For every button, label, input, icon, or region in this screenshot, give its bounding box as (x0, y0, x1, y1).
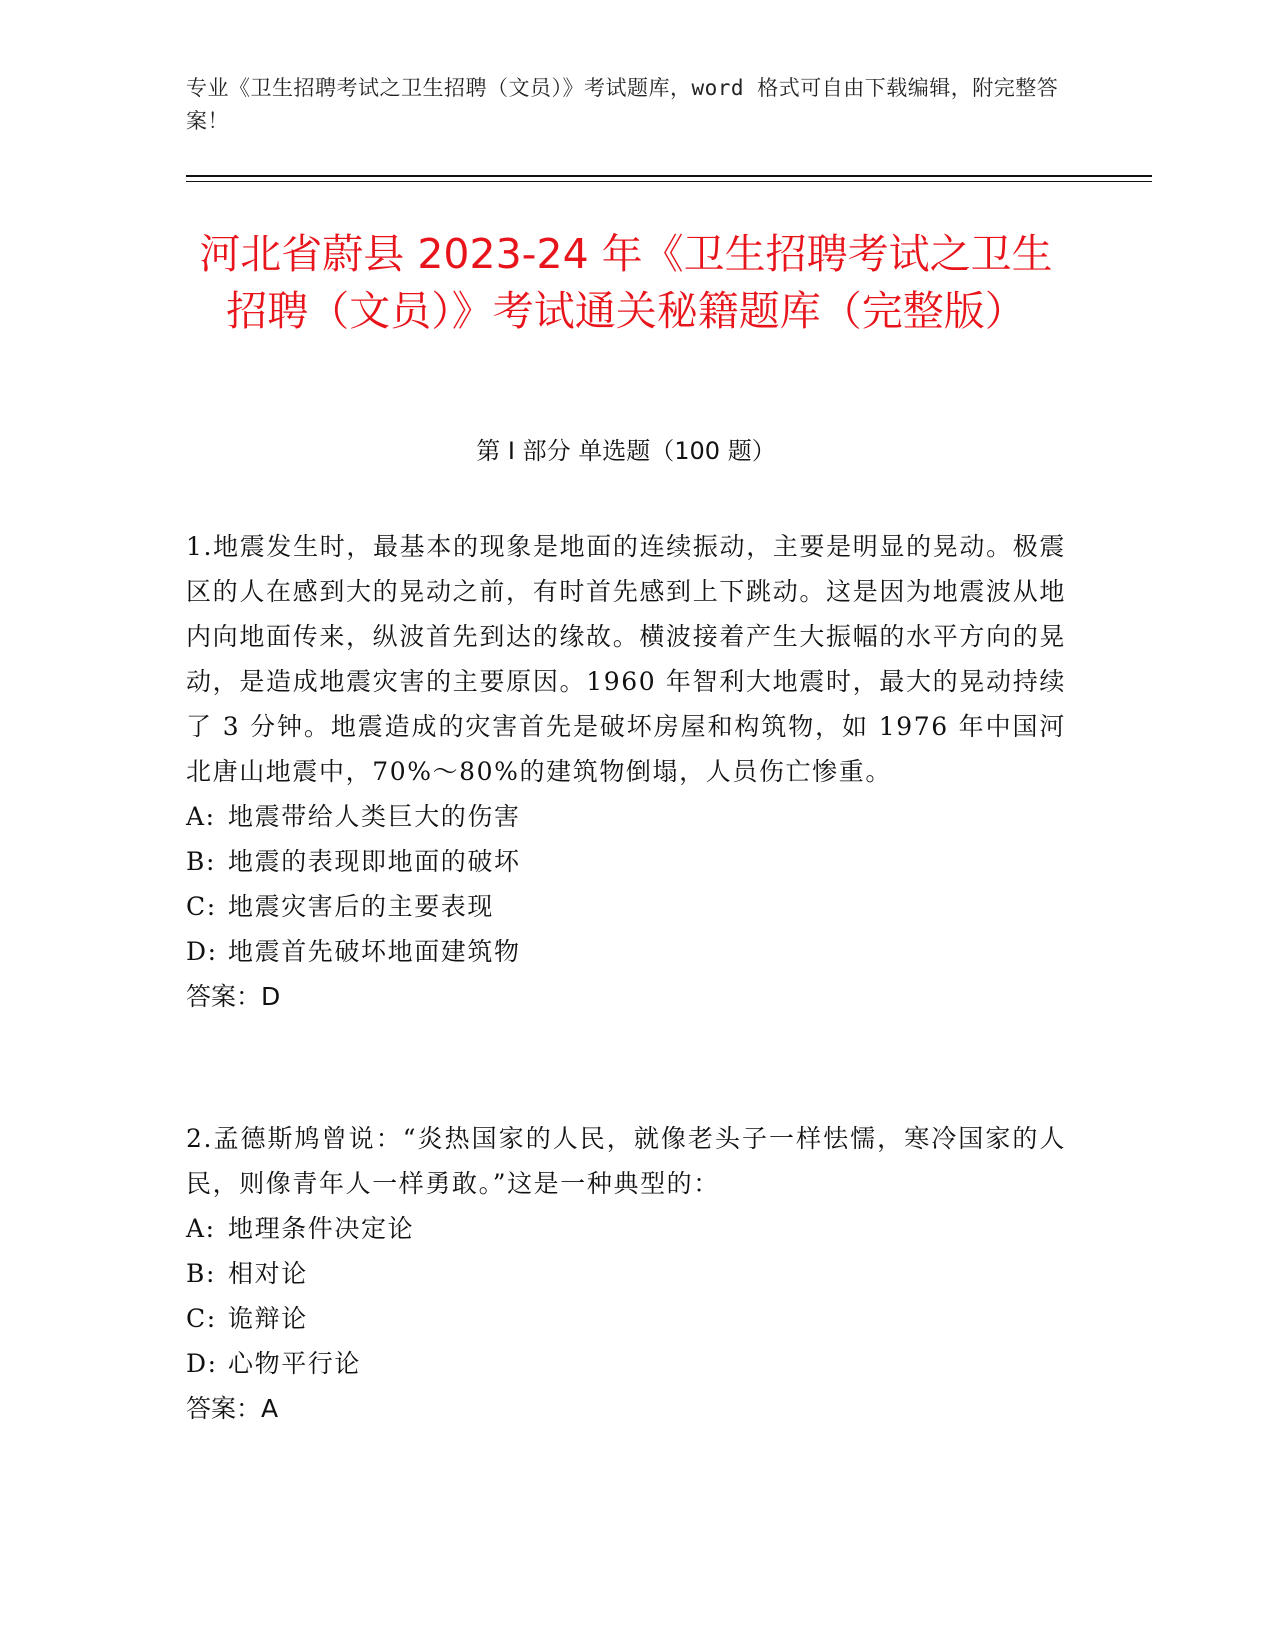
option-d (186, 1341, 1066, 1386)
option-key: C: (186, 892, 217, 921)
option-text: 地震的表现即地面的破坏 (228, 847, 521, 876)
option-c (186, 884, 1066, 929)
option-text: 心物平行论 (228, 1349, 362, 1378)
answer-line: 答案：A (186, 1394, 279, 1423)
question-block (186, 524, 1066, 1019)
option-key: C: (186, 1304, 217, 1333)
option-a (186, 794, 1066, 839)
option-key: D: (186, 937, 218, 966)
answer-line: 答案：D (186, 982, 281, 1011)
header-divider-thin (186, 181, 1152, 182)
option-b (186, 1251, 1066, 1296)
option-b (186, 839, 1066, 884)
option-text: 地震灾害后的主要表现 (228, 892, 495, 921)
option-key: B: (186, 847, 216, 876)
option-text: 相对论 (228, 1259, 308, 1288)
option-d (186, 929, 1066, 974)
option-text: 诡辩论 (228, 1304, 308, 1333)
option-c (186, 1296, 1066, 1341)
question-stem: 1.地震发生时，最基本的现象是地面的连续振动，主要是明显的晃动。极震区的人在感到大的晃动之前，有时首先感到上下跳动。这是因为地震波从地内向地面传来，纵波首先到达的缘故。横波接着产生大振幅的水平方向的晃动，是造成地震灾害的主要原因。1960 年智利大地震时，最大的晃动持续了 3 分钟。地震造成的灾害首先是破坏房屋和构筑物，如 1976 年中国河北唐山地震中，70%～80%的建筑物倒塌，人员伤亡惨重。 (186, 532, 1066, 786)
option-text: 地震首先破坏地面建筑物 (228, 937, 521, 966)
option-key: A: (186, 1214, 216, 1243)
header-note: 专业《卫生招聘考试之卫生招聘（文员）》考试题库，word 格式可自由下载编辑，附完整答案！ (186, 76, 1059, 133)
option-a (186, 1206, 1066, 1251)
question-stem: 2.孟德斯鸠曾说：“炎热国家的人民，就像老头子一样怯懦，寒冷国家的人民，则像青年人一样勇敢。”这是一种典型的： (186, 1124, 1066, 1198)
document-title: 河北省蔚县 2023-24 年《卫生招聘考试之卫生招聘（文员）》考试通关秘籍题库（完整版） (199, 230, 1053, 335)
option-text: 地震带给人类巨大的伤害 (228, 802, 521, 831)
option-text: 地理条件决定论 (228, 1214, 415, 1243)
header-divider-thick (186, 175, 1152, 177)
option-key: A: (186, 802, 216, 831)
option-key: D: (186, 1349, 218, 1378)
question-block (186, 1116, 1066, 1431)
option-key: B: (186, 1259, 216, 1288)
section-heading: 第 I 部分 单选题（100 题） (476, 437, 776, 465)
